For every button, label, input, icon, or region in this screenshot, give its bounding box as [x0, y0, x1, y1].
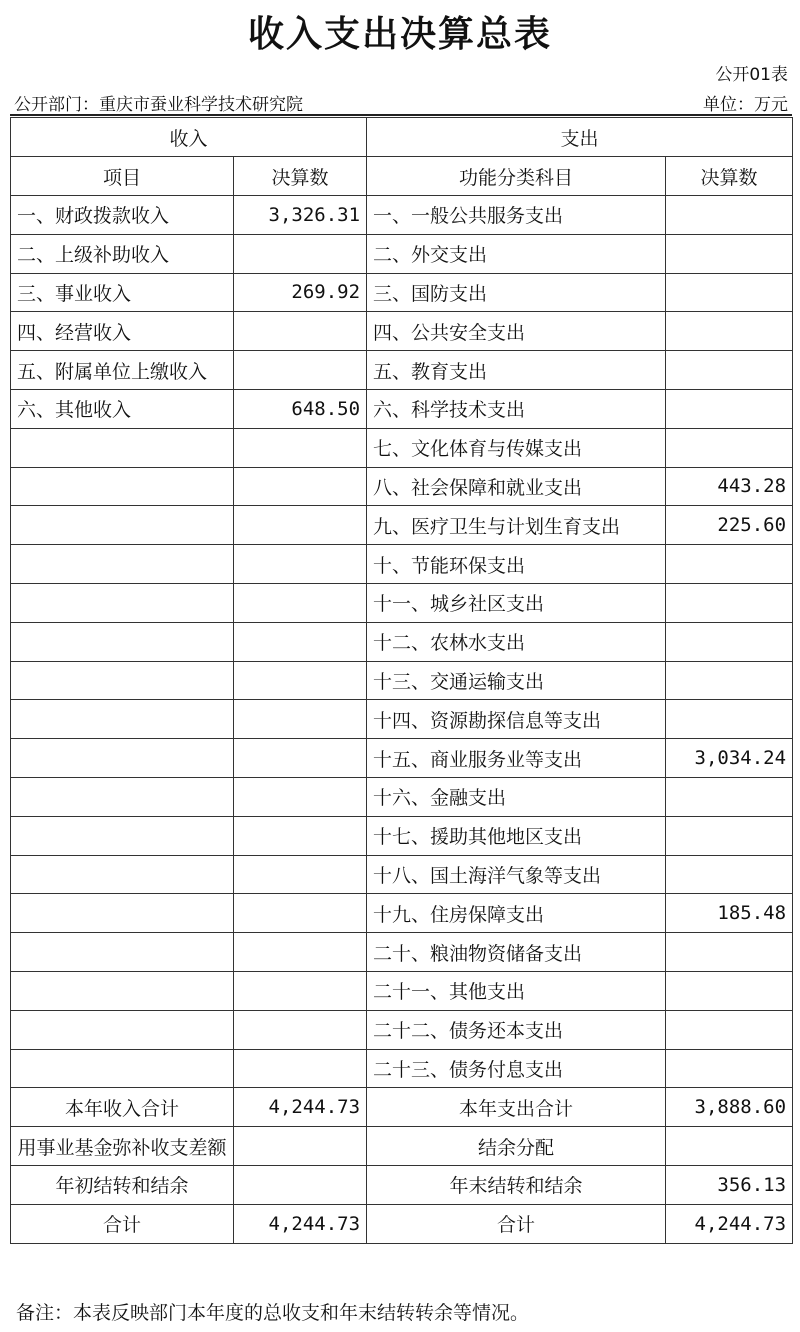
- expense-amount-cell: [666, 971, 793, 1010]
- income-item-cell: [11, 894, 234, 933]
- table-row: [11, 545, 793, 584]
- expense-amount-cell: [666, 622, 793, 661]
- income-expense-table: [10, 117, 793, 1244]
- expense-amount-cell: [666, 816, 793, 855]
- income-amount-cell: 4,244.73: [234, 1088, 367, 1127]
- expense-item-cell: 二十一、其他支出: [367, 971, 666, 1010]
- income-amount-cell: [234, 1010, 367, 1049]
- table-row: [11, 894, 793, 933]
- income-item-cell: [11, 816, 234, 855]
- expense-item-cell: 合计: [367, 1204, 666, 1243]
- expense-item-cell: 十二、农林水支出: [367, 622, 666, 661]
- income-amount-cell: 3,326.31: [234, 196, 367, 235]
- income-amount-cell: [234, 855, 367, 894]
- income-item-cell: [11, 661, 234, 700]
- income-item-cell: 年初结转和结余: [11, 1165, 234, 1204]
- income-amount-cell: 269.92: [234, 273, 367, 312]
- expense-item-cell: 九、医疗卫生与计划生育支出: [367, 506, 666, 545]
- table-row: [11, 971, 793, 1010]
- income-amount-cell: [234, 622, 367, 661]
- income-amount-cell: [234, 428, 367, 467]
- income-amount-cell: [234, 1049, 367, 1088]
- form-code: 公开01表: [715, 65, 788, 85]
- income-amount-cell: [234, 661, 367, 700]
- expense-amount-cell: 356.13: [666, 1165, 793, 1204]
- income-item-cell: [11, 506, 234, 545]
- column-header-item: 项目: [11, 157, 234, 196]
- expense-item-cell: 结余分配: [367, 1127, 666, 1166]
- table-row: [11, 506, 793, 545]
- table-row: [11, 622, 793, 661]
- expense-item-cell: 五、教育支出: [367, 351, 666, 390]
- expense-item-cell: 四、公共安全支出: [367, 312, 666, 351]
- income-item-cell: [11, 933, 234, 972]
- section-header-row: [11, 118, 793, 157]
- income-item-cell: [11, 428, 234, 467]
- expense-amount-cell: [666, 312, 793, 351]
- expense-item-cell: 十八、国土海洋气象等支出: [367, 855, 666, 894]
- income-amount-cell: [234, 234, 367, 273]
- expense-amount-cell: [666, 583, 793, 622]
- expense-item-cell: 十六、金融支出: [367, 777, 666, 816]
- expense-amount-cell: [666, 933, 793, 972]
- income-amount-cell: [234, 312, 367, 351]
- footnote: 备注：本表反映部门本年度的总收支和年末结转转余等情况。: [16, 1302, 530, 1324]
- income-amount-cell: [234, 351, 367, 390]
- expense-item-cell: 七、文化体育与传媒支出: [367, 428, 666, 467]
- table-row: [11, 777, 793, 816]
- income-item-cell: [11, 777, 234, 816]
- table-row: [11, 234, 793, 273]
- expense-item-cell: 年末结转和结余: [367, 1165, 666, 1204]
- expense-amount-cell: 225.60: [666, 506, 793, 545]
- expense-item-cell: 八、社会保障和就业支出: [367, 467, 666, 506]
- income-item-cell: 五、附属单位上缴收入: [11, 351, 234, 390]
- column-header-amount: 决算数: [234, 157, 367, 196]
- expense-amount-cell: [666, 234, 793, 273]
- income-item-cell: [11, 739, 234, 778]
- income-item-cell: [11, 622, 234, 661]
- column-header-function: 功能分类科目: [367, 157, 666, 196]
- expense-amount-cell: [666, 777, 793, 816]
- expense-amount-cell: [666, 1127, 793, 1166]
- expense-amount-cell: [666, 855, 793, 894]
- income-section-header: 收入: [11, 118, 367, 157]
- expense-amount-cell: 4,244.73: [666, 1204, 793, 1243]
- income-amount-cell: [234, 971, 367, 1010]
- summary-row: [11, 1165, 793, 1204]
- income-item-cell: [11, 583, 234, 622]
- table-row: [11, 583, 793, 622]
- expense-amount-cell: 443.28: [666, 467, 793, 506]
- expense-amount-cell: [666, 1049, 793, 1088]
- income-amount-cell: [234, 777, 367, 816]
- table-row: [11, 428, 793, 467]
- income-item-cell: 四、经营收入: [11, 312, 234, 351]
- income-amount-cell: [234, 467, 367, 506]
- table-row: [11, 1010, 793, 1049]
- table-row: [11, 273, 793, 312]
- table-row: [11, 389, 793, 428]
- table-row: [11, 467, 793, 506]
- expense-amount-cell: [666, 428, 793, 467]
- table-row: [11, 700, 793, 739]
- income-amount-cell: [234, 933, 367, 972]
- income-item-cell: 用事业基金弥补收支差额: [11, 1127, 234, 1166]
- expense-amount-cell: [666, 389, 793, 428]
- income-item-cell: [11, 545, 234, 584]
- income-item-cell: [11, 1049, 234, 1088]
- expense-section-header: 支出: [367, 118, 793, 157]
- department-label: 公开部门：重庆市蚕业科学技术研究院: [14, 95, 303, 115]
- expense-amount-cell: [666, 545, 793, 584]
- table-row: [11, 1049, 793, 1088]
- table-row: [11, 312, 793, 351]
- expense-amount-cell: [666, 196, 793, 235]
- income-item-cell: 三、事业收入: [11, 273, 234, 312]
- table-row: [11, 933, 793, 972]
- expense-item-cell: 十九、住房保障支出: [367, 894, 666, 933]
- table-row: [11, 739, 793, 778]
- table-row: [11, 661, 793, 700]
- expense-item-cell: 十五、商业服务业等支出: [367, 739, 666, 778]
- expense-amount-cell: [666, 661, 793, 700]
- table-row: [11, 855, 793, 894]
- expense-item-cell: 十、节能环保支出: [367, 545, 666, 584]
- income-amount-cell: [234, 545, 367, 584]
- income-item-cell: [11, 855, 234, 894]
- income-item-cell: 本年收入合计: [11, 1088, 234, 1127]
- expense-amount-cell: [666, 700, 793, 739]
- expense-item-cell: 二十、粮油物资储备支出: [367, 933, 666, 972]
- income-amount-cell: 648.50: [234, 389, 367, 428]
- income-amount-cell: [234, 506, 367, 545]
- expense-item-cell: 二十二、债务还本支出: [367, 1010, 666, 1049]
- column-header-amount-expense: 决算数: [666, 157, 793, 196]
- income-amount-cell: [234, 816, 367, 855]
- income-item-cell: 二、上级补助收入: [11, 234, 234, 273]
- income-item-cell: 六、其他收入: [11, 389, 234, 428]
- income-item-cell: [11, 467, 234, 506]
- summary-row: [11, 1088, 793, 1127]
- income-amount-cell: 4,244.73: [234, 1204, 367, 1243]
- income-amount-cell: [234, 739, 367, 778]
- expense-item-cell: 六、科学技术支出: [367, 389, 666, 428]
- expense-amount-cell: 3,888.60: [666, 1088, 793, 1127]
- income-amount-cell: [234, 700, 367, 739]
- unit-label: 单位：万元: [703, 95, 788, 115]
- expense-item-cell: 三、国防支出: [367, 273, 666, 312]
- expense-item-cell: 二十三、债务付息支出: [367, 1049, 666, 1088]
- income-amount-cell: [234, 894, 367, 933]
- expense-item-cell: 二、外交支出: [367, 234, 666, 273]
- page-title: 收入支出决算总表: [247, 13, 552, 55]
- income-amount-cell: [234, 1127, 367, 1166]
- expense-item-cell: 十四、资源勘探信息等支出: [367, 700, 666, 739]
- income-item-cell: [11, 971, 234, 1010]
- income-item-cell: 合计: [11, 1204, 234, 1243]
- expense-amount-cell: [666, 1010, 793, 1049]
- income-item-cell: [11, 700, 234, 739]
- table-row: [11, 816, 793, 855]
- expense-item-cell: 十七、援助其他地区支出: [367, 816, 666, 855]
- income-amount-cell: [234, 583, 367, 622]
- table-row: [11, 351, 793, 390]
- income-amount-cell: [234, 1165, 367, 1204]
- summary-row: [11, 1204, 793, 1243]
- table-row: [11, 196, 793, 235]
- column-header-row: [11, 157, 793, 196]
- income-item-cell: 一、财政拨款收入: [11, 196, 234, 235]
- expense-item-cell: 十三、交通运输支出: [367, 661, 666, 700]
- income-item-cell: [11, 1010, 234, 1049]
- expense-amount-cell: [666, 273, 793, 312]
- header-divider: [10, 114, 792, 116]
- expense-amount-cell: 3,034.24: [666, 739, 793, 778]
- expense-amount-cell: 185.48: [666, 894, 793, 933]
- expense-amount-cell: [666, 351, 793, 390]
- summary-row: [11, 1127, 793, 1166]
- expense-item-cell: 一、一般公共服务支出: [367, 196, 666, 235]
- expense-item-cell: 本年支出合计: [367, 1088, 666, 1127]
- expense-item-cell: 十一、城乡社区支出: [367, 583, 666, 622]
